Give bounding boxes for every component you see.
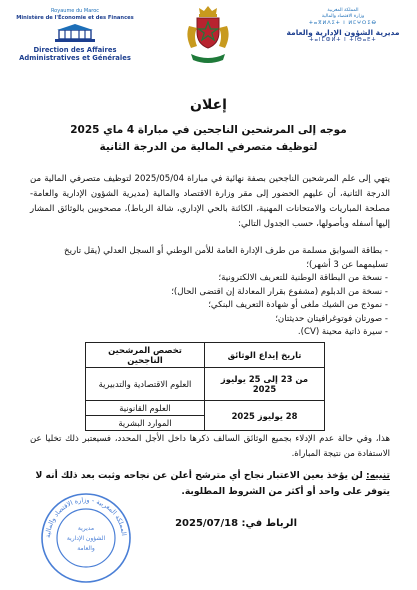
- schedule-table: [85, 342, 325, 431]
- sign-date: 2025/07/18: [175, 518, 239, 529]
- direction-name-tifinagh: ⵜⴰⵏⵎⵀⵍⵜ ⵏ ⵜⵏⴱⴰⴹⵜ: [309, 37, 377, 43]
- announcement-subtitle-line1: موجه إلى المرشحين الناجحين في مباراة 4 ماي 2025: [70, 124, 347, 136]
- announcement-title: إعلان: [190, 97, 227, 113]
- kingdom-label-tifinagh: ⵜⴰⴳⵍⴷⵉⵜ ⵏ ⵍⵎⵖⵔⵉⴱ: [309, 20, 377, 26]
- warning-text: لن يؤخذ بعين الاعتبار نجاح أي مترشح أعلن عن نجاحه وثبت بعد ذلك أنه لا يتوفر على واحد أو أكثر من الشروط المطلوبة.: [35, 470, 390, 497]
- ministry-right-block: [279, 8, 407, 44]
- stamp-inner-line2: الشؤون الإدارية: [66, 535, 106, 542]
- ministry-name-ar: وزارة الاقتصاد والمالية: [321, 14, 365, 19]
- announcement-subtitle-line2: لتوظيف متصرفي المالية من الدرجة الثانية: [99, 141, 318, 153]
- table-cell-specialty: العلوم القانونية: [86, 401, 205, 416]
- table-header-row: [86, 343, 325, 368]
- list-item: - سيرة ذاتية محينة (CV).: [297, 327, 388, 337]
- list-item: - نسخة من البطاقة الوطنية للتعريف الالكترونية؛: [218, 273, 388, 283]
- table-cell-specialty: العلوم الاقتصادية والتدبيرية: [86, 368, 205, 401]
- table-cell-specialty: الموارد البشرية: [86, 416, 205, 431]
- signature-line: [175, 518, 297, 529]
- direction-name-ar: مديرية الشؤون الإدارية والعامة: [286, 28, 400, 37]
- official-stamp: [40, 492, 132, 584]
- column-header-date: تاريخ إيداع الوثائق: [205, 343, 325, 368]
- stamp-inner-line3: والعامة: [77, 545, 95, 552]
- warning-label: تنبيه:: [366, 470, 390, 481]
- kingdom-label-fr: Royaume du Maroc: [50, 8, 100, 14]
- letterhead: [0, 0, 417, 86]
- table-row: [86, 401, 325, 416]
- kingdom-label-ar: المملكة المغربية: [327, 8, 359, 13]
- table-cell-date: 28 يوليوز 2025: [205, 401, 325, 431]
- ministry-name-fr: Ministère de l'Économie et des Finances: [16, 15, 134, 21]
- closing-paragraph: هذا، وفي حالة عدم الإدلاء بجميع الوثائق السالف ذكرها داخل الأجل المحدد، فسيعتبر ذلك تخليا عن الاستفادة من نتيجة المباراة.: [30, 434, 390, 459]
- column-header-specialty: تخصص المرشحين الناجحين: [86, 343, 205, 368]
- ministry-left-block: [10, 8, 140, 62]
- table-row: [86, 368, 325, 401]
- royal-crest-icon: [183, 4, 233, 66]
- list-item: - بطاقة السوابق مسلمة من طرف الإدارة العامة للأمن الوطني أو السجل العدلي (يقل تاريخ تسليمهما عن 3 أشهر)؛: [64, 246, 388, 270]
- direction-name-fr: Direction des Affaires Administratives et Générales: [19, 46, 131, 62]
- ministry-building-icon: [53, 24, 97, 44]
- list-item: - نموذج من الشيك ملغى أو شهادة التعريف البنكي؛: [208, 300, 388, 310]
- table-cell-date: من 23 إلى 25 يوليوز 2025: [205, 368, 325, 401]
- stamp-inner-line1: مديرية: [77, 525, 95, 532]
- list-item: - صورتان فوتوغرافيتان حديثتان؛: [275, 313, 388, 324]
- stamp-outer-text: المملكة المغربية - وزارة الاقتصاد والمالية: [43, 495, 128, 539]
- documents-list: [30, 245, 390, 340]
- list-item: - نسخة من الدبلوم (مشفوع بقرار المعادلة إن اقتضى الحال)؛: [171, 286, 388, 297]
- sign-place-label: الرباط في:: [241, 518, 297, 529]
- intro-paragraph: يتهي إلى علم المرشحين الناجحين بصفة نهائية في مباراة 2025/05/04 لتوظيف متصرفي المالية من الدرجة الثانية، أن عليهم الحضور إلى مقر وزارة الاقتصاد والمالية (مديرية الشؤون الإدارية والعامة-مصلحة المباريات والامتحانات المهنية، الكائنة بالحي الإداري، شالة الرباط)، مصحوبين بالوثائق المشار إليها أسفله وبأصولها، حسب الجدول التالي:: [30, 174, 390, 229]
